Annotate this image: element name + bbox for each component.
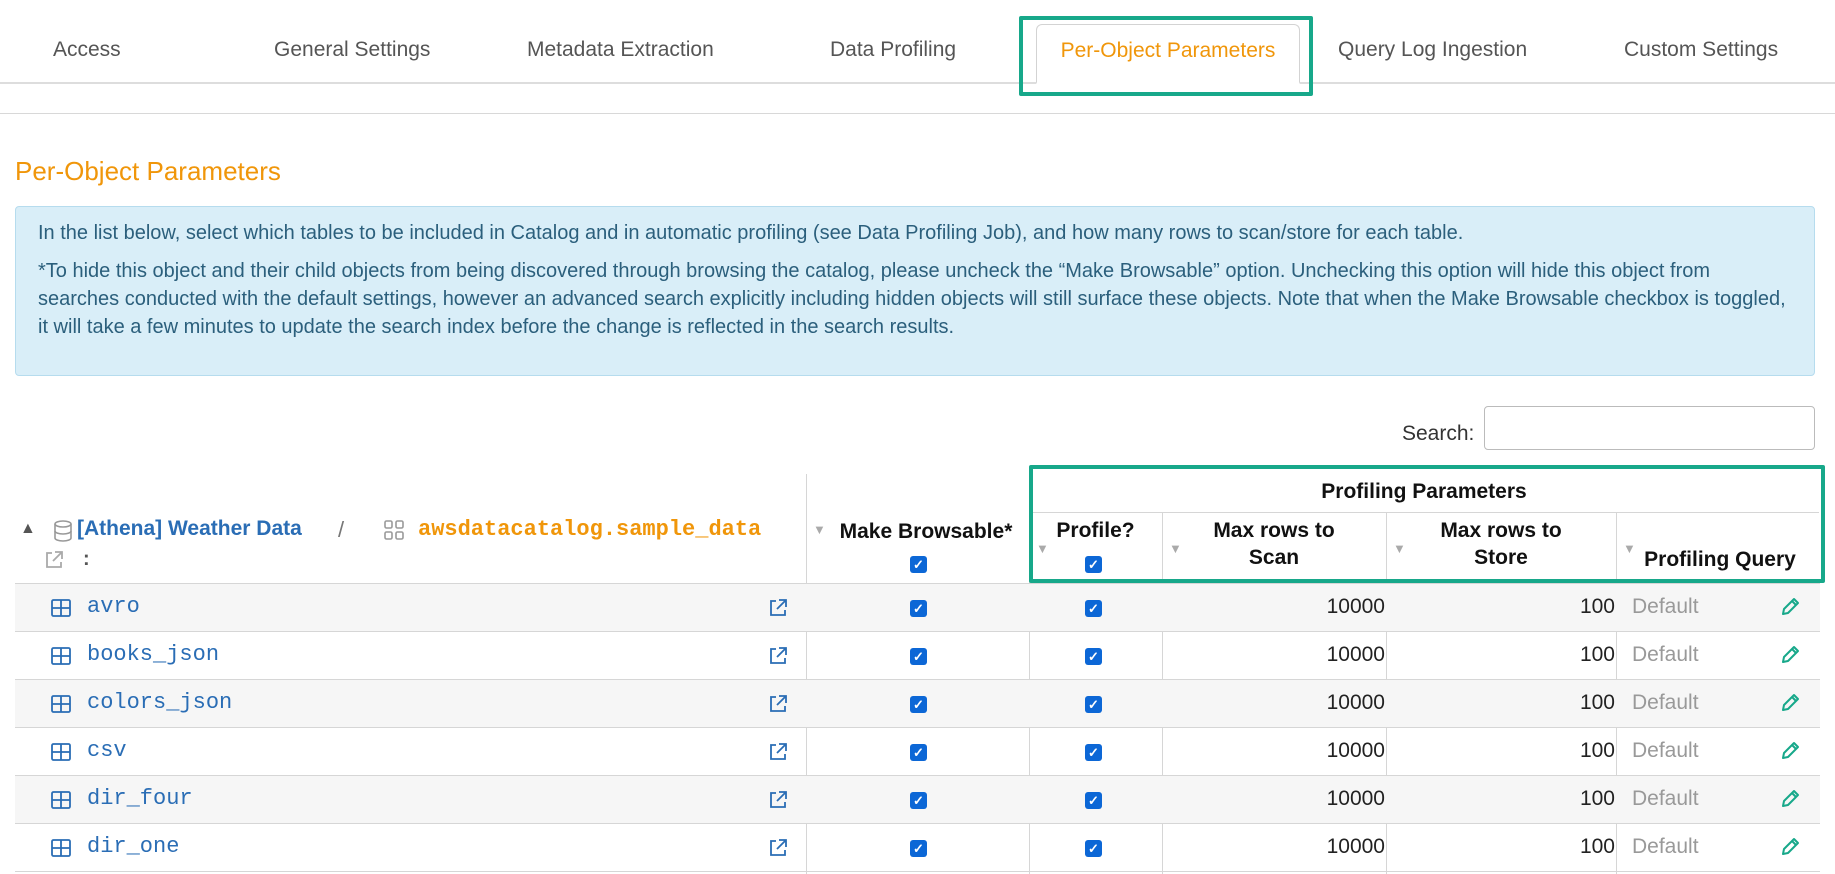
- table-icon: [51, 743, 71, 761]
- info-box: [15, 206, 1815, 376]
- max-rows-store-value[interactable]: 100: [1579, 787, 1615, 810]
- table-row: [15, 824, 1820, 872]
- max-rows-store-value[interactable]: 100: [1579, 595, 1615, 618]
- edit-pencil-icon[interactable]: [1779, 644, 1801, 666]
- max-rows-store-value[interactable]: 100: [1579, 643, 1615, 666]
- search-label: Search:: [1402, 422, 1475, 445]
- max-rows-scan-value[interactable]: 10000: [1326, 691, 1385, 714]
- tab-metadata-extraction[interactable]: Metadata Extraction: [527, 38, 714, 61]
- max-rows-scan-value[interactable]: 10000: [1326, 739, 1385, 762]
- make-browsable-checkbox[interactable]: ✓: [910, 792, 927, 809]
- search-input[interactable]: [1484, 406, 1815, 450]
- max-rows-store-value[interactable]: 100: [1579, 739, 1615, 762]
- profile-checkbox[interactable]: ✓: [1085, 696, 1102, 713]
- sort-icon[interactable]: ▼: [1036, 541, 1049, 556]
- tabs-underline: [0, 82, 1835, 84]
- group-header-divider: [1029, 512, 1819, 513]
- info-line-2: *To hide this object and their child objects from being discovered through browsing the catalog, please uncheck the “Make Browsable” option. Unchecking this option will hide this object from searches conducted with the default settings, however an advanced search explicitly including hidden objects will still surface these objects. Note that when the Make Browsable checkbox is toggled, it will take a few minutes to update the search index before the change is reflected in the search results.: [38, 260, 1786, 338]
- external-link-icon[interactable]: [767, 789, 789, 811]
- table-name-link[interactable]: dir_one: [87, 834, 180, 859]
- tab-custom-settings[interactable]: Custom Settings: [1624, 38, 1779, 61]
- tab-general-settings[interactable]: General Settings: [274, 38, 431, 61]
- schema-link[interactable]: awsdatacatalog.sample_data: [418, 517, 762, 542]
- profile-checkbox[interactable]: ✓: [1085, 600, 1102, 617]
- profile-checkbox[interactable]: ✓: [1085, 840, 1102, 857]
- external-link-icon[interactable]: [767, 741, 789, 763]
- header-max-rows-scan[interactable]: Max rows to Scan: [1213, 519, 1335, 569]
- max-rows-store-value[interactable]: 100: [1579, 835, 1615, 858]
- external-link-icon[interactable]: [767, 837, 789, 859]
- collapse-caret-icon[interactable]: ▲: [20, 520, 36, 537]
- data-profiling-job-link[interactable]: Data Profiling Job: [857, 222, 1016, 244]
- table-row: [15, 632, 1820, 680]
- database-icon: [53, 520, 73, 542]
- tab-query-log-ingestion[interactable]: Query Log Ingestion: [1338, 38, 1528, 61]
- max-rows-store-value[interactable]: 100: [1579, 691, 1615, 714]
- sort-icon[interactable]: ▼: [1169, 541, 1182, 556]
- profiling-query-value: Default: [1632, 787, 1699, 810]
- max-rows-scan-value[interactable]: 10000: [1326, 643, 1385, 666]
- header-bottom-border: [15, 583, 1820, 584]
- make-browsable-checkbox[interactable]: ✓: [910, 600, 927, 617]
- table-row: [15, 728, 1820, 776]
- edit-pencil-icon[interactable]: [1779, 788, 1801, 810]
- info-line-1: In the list below, select which tables to be included in Catalog and in automatic profiling (see Data Profiling Job), and how many rows to scan/store for each table.: [38, 222, 1464, 244]
- profiling-query-value: Default: [1632, 691, 1699, 714]
- page-title: Per-Object Parameters: [15, 156, 281, 186]
- header-make-browsable[interactable]: Make Browsable*: [839, 520, 1013, 543]
- breadcrumb-separator: /: [338, 517, 345, 542]
- breadcrumb-colon: :: [83, 548, 90, 570]
- table-name-link[interactable]: dir_four: [87, 786, 193, 811]
- table-name-link[interactable]: csv: [87, 738, 127, 763]
- header-profiling-query[interactable]: Profiling Query: [1644, 548, 1796, 571]
- profiling-query-value: Default: [1632, 595, 1699, 618]
- profiling-query-value: Default: [1632, 643, 1699, 666]
- datasource-link[interactable]: [Athena] Weather Data: [77, 517, 302, 540]
- header-profiling-parameters: Profiling Parameters: [1321, 480, 1527, 503]
- external-link-icon[interactable]: [767, 645, 789, 667]
- edit-pencil-icon[interactable]: [1779, 740, 1801, 762]
- make-browsable-checkbox[interactable]: ✓: [910, 648, 927, 665]
- divider: [0, 113, 1835, 114]
- profiling-query-value: Default: [1632, 739, 1699, 762]
- sort-icon[interactable]: ▼: [1393, 541, 1406, 556]
- sort-icon[interactable]: ▼: [813, 522, 826, 537]
- header-profile[interactable]: Profile?: [1056, 519, 1135, 542]
- profiling-query-value: Default: [1632, 835, 1699, 858]
- table-icon: [51, 695, 71, 713]
- table-icon: [51, 791, 71, 809]
- max-rows-scan-value[interactable]: 10000: [1326, 595, 1385, 618]
- table-row: [15, 584, 1820, 632]
- schema-icon: [383, 519, 405, 541]
- edit-pencil-icon[interactable]: [1779, 692, 1801, 714]
- edit-pencil-icon[interactable]: [1779, 836, 1801, 858]
- table-name-link[interactable]: avro: [87, 594, 140, 619]
- tab-access[interactable]: Access: [53, 38, 121, 61]
- max-rows-scan-value[interactable]: 10000: [1326, 835, 1385, 858]
- max-rows-scan-value[interactable]: 10000: [1326, 787, 1385, 810]
- profile-checkbox[interactable]: ✓: [1085, 648, 1102, 665]
- row-divider: [15, 871, 1820, 872]
- external-link-icon[interactable]: [767, 597, 789, 619]
- sort-icon[interactable]: ▼: [1623, 541, 1636, 556]
- tab-per-object-parameters[interactable]: Per-Object Parameters: [1036, 24, 1300, 84]
- profile-checkbox[interactable]: ✓: [1085, 744, 1102, 761]
- edit-pencil-icon[interactable]: [1779, 596, 1801, 618]
- tab-data-profiling[interactable]: Data Profiling: [830, 38, 957, 61]
- table-icon: [51, 839, 71, 857]
- table-name-link[interactable]: colors_json: [87, 690, 233, 715]
- profile-all-checkbox[interactable]: ✓: [1085, 556, 1102, 573]
- profile-checkbox[interactable]: ✓: [1085, 792, 1102, 809]
- table-name-link[interactable]: books_json: [87, 642, 220, 667]
- table-row: [15, 776, 1820, 824]
- make-browsable-checkbox[interactable]: ✓: [910, 840, 927, 857]
- table-row: [15, 680, 1820, 728]
- table-icon: [51, 599, 71, 617]
- table-icon: [51, 647, 71, 665]
- tab-bar: [0, 0, 1835, 84]
- external-link-icon[interactable]: [767, 693, 789, 715]
- make-browsable-checkbox[interactable]: ✓: [910, 744, 927, 761]
- header-max-rows-store[interactable]: Max rows to Store: [1440, 519, 1562, 569]
- make-browsable-all-checkbox[interactable]: ✓: [910, 556, 927, 573]
- make-browsable-checkbox[interactable]: ✓: [910, 696, 927, 713]
- external-link-icon[interactable]: [43, 549, 65, 571]
